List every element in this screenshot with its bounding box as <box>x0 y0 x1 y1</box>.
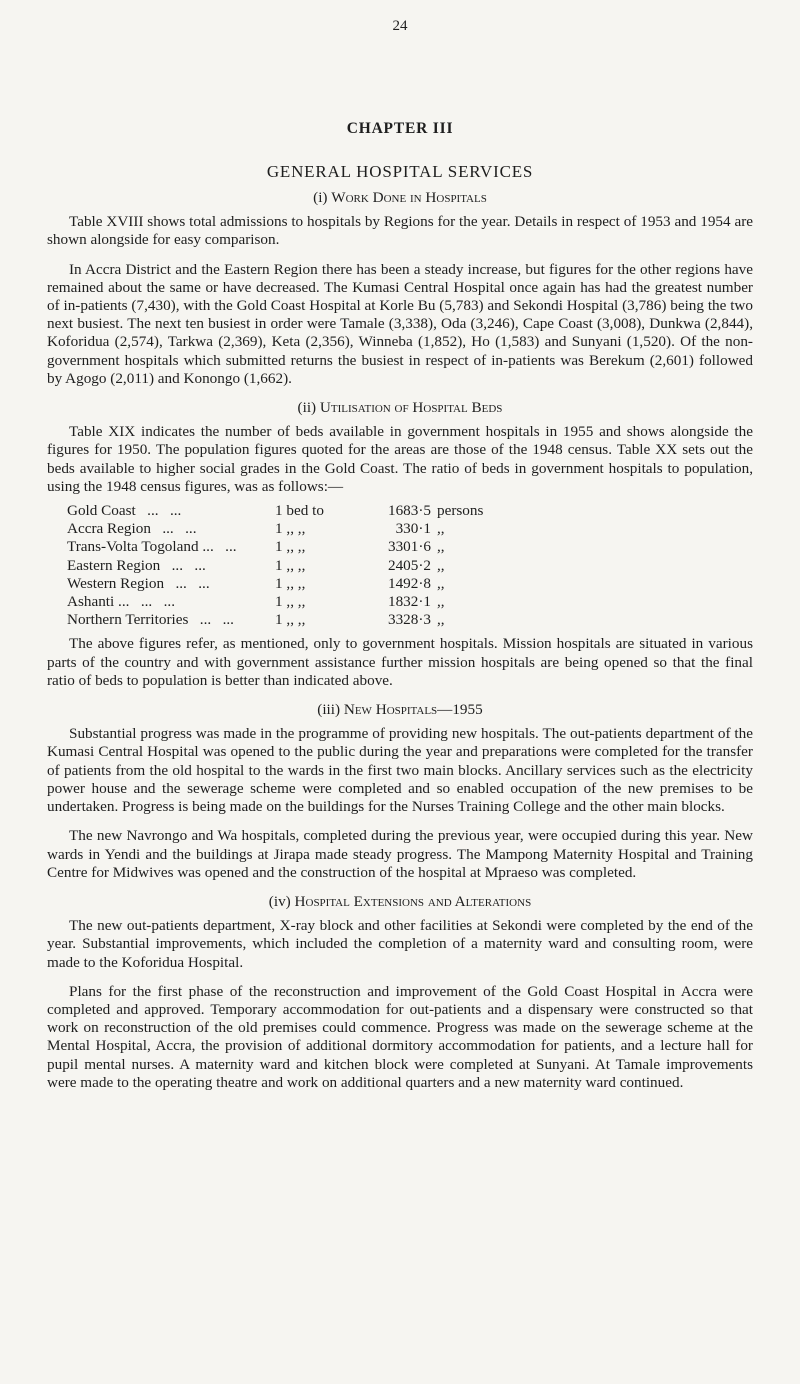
section-number: (iv) <box>268 892 291 910</box>
section-number: (i) <box>313 189 328 206</box>
section-heading-extensions <box>47 893 753 911</box>
ratio-value: 3301·6 <box>387 538 431 556</box>
table-row <box>47 593 483 611</box>
unit-label: ,, <box>437 556 445 574</box>
paragraph: Plans for the first phase of the reconstruction and improvement of the Gold Coast Hospital in Accra were completed and approved. Temporary accommodation for out-patients and a dispensary were constructed so that work on reconstruction of the old premises could commence. Progress was made on the sewerage scheme at the Mental Hospital, Accra, the provision of additional dormitory accommodation for patients, and a lecture hall for pupil mental nurses. A maternity ward and kitchen block were completed at Sunyani. At Tamale improvements were made to the operating theatre and work on additional quarters and a new maternity ward continued. <box>47 982 753 1091</box>
document-body <box>47 189 753 1092</box>
bed-label: 1 ,, ,, <box>275 556 306 574</box>
bed-label: 1 ,, ,, <box>275 520 306 538</box>
region-name: Northern Territories ... ... <box>67 611 234 629</box>
bed-label: 1 ,, ,, <box>275 574 306 592</box>
bed-ratio-table <box>47 502 483 629</box>
unit-label: ,, <box>437 538 445 556</box>
chapter-heading: CHAPTER III <box>346 120 454 137</box>
unit-label: ,, <box>437 593 445 611</box>
section-title: Utilisation of Hospital Beds <box>319 399 503 417</box>
region-name: Western Region ... ... <box>67 574 210 592</box>
section-title: New Hospitals—1955 <box>343 701 483 719</box>
paragraph: The above figures refer, as mentioned, only to government hospitals. Mission hospitals are situated in various parts of the country and with government assistance further mission hospitals are being opened so that the final ratio of beds to population is better than indicated above. <box>47 635 753 689</box>
table-row <box>47 502 483 520</box>
page-title: GENERAL HOSPITAL SERVICES <box>266 162 534 181</box>
ratio-value: 330·1 <box>395 520 431 538</box>
bed-label: 1 ,, ,, <box>275 593 306 611</box>
table-row <box>47 520 483 538</box>
unit-label: ,, <box>437 574 445 592</box>
unit-label: ,, <box>437 611 445 629</box>
ratio-value: 3328·3 <box>387 611 431 629</box>
table-row <box>47 557 483 575</box>
bed-label: 1 ,, ,, <box>275 538 306 556</box>
section-title: Hospital Extensions and Alterations <box>294 892 532 910</box>
unit-label: persons <box>437 502 484 520</box>
section-number: (iii) <box>317 701 341 719</box>
paragraph: Table XVIII shows total admissions to hospitals by Regions for the year. Details in respect of 1953 and 1954 are shown alongside for easy comparison. <box>47 213 753 249</box>
ratio-value: 1492·8 <box>387 574 431 592</box>
bed-label: 1 bed to <box>275 502 324 520</box>
paragraph: Substantial progress was made in the programme of providing new hospitals. The out-patients department of the Kumasi Central Hospital was opened to the public during the year and preparations were completed for the transfer of patients from the old hospital to the wards in the first two main blocks. Ancillary services such as the electricity power house and the sewerage scheme were completed and so enabled occupation of the new premises to be undertaken. Progress is being made on the buildings for the Nurses Training College and the other main blocks. <box>47 725 753 816</box>
region-name: Eastern Region ... ... <box>67 556 206 574</box>
section-heading-work-done <box>47 189 753 207</box>
page-number: 24 <box>392 18 408 34</box>
section-heading-bed-utilisation <box>47 399 753 417</box>
paragraph: The new Navrongo and Wa hospitals, completed during the previous year, were occupied during this year. New wards in Yendi and the buildings at Jirapa made steady progress. The Mampong Maternity Hospital and Training Centre for Midwives was opened and the construction of the hospital at Mpraeso was completed. <box>47 827 753 881</box>
paragraph: Table XIX indicates the number of beds available in government hospitals in 1955 and shows alongside the figures for 1950. The population figures quoted for the areas are those of the 1948 census. Table XX sets out the beds available to higher social grades in the Gold Coast. The ratio of beds in government hospitals to population, using the 1948 census figures, was as follows:— <box>47 423 753 495</box>
region-name: Accra Region ... ... <box>67 520 197 538</box>
unit-label: ,, <box>437 520 445 538</box>
ratio-value: 1832·1 <box>387 593 431 611</box>
section-number: (ii) <box>297 399 317 417</box>
paragraph: The new out-patients department, X-ray block and other facilities at Sekondi were completed by the end of the year. Substantial improvements, which included the completion of a maternity ward and consulting room, were made to the Koforidua Hospital. <box>47 917 753 971</box>
ratio-value: 2405·2 <box>387 556 431 574</box>
section-heading-new-hospitals <box>47 701 753 719</box>
paragraph: In Accra District and the Eastern Region there has been a steady increase, but figures for the other regions have remained about the same or have decreased. The Kumasi Central Hospital once again has had the greatest number of in-patients (7,430), with the Gold Coast Hospital at Korle Bu (5,783) and Sekondi Hospital (3,786) being the two next busiest. The next ten busiest in order were Tamale (3,338), Oda (3,246), Cape Coast (3,008), Dunkwa (2,844), Koforidua (2,574), Tarkwa (2,369), Keta (2,356), Winneba (1,852), Ho (1,583) and Sunyani (1,520). Of the non-government hospitals which submitted returns the busiest in respect of in-patients was Berekum (2,601) followed by Agogo (2,011) and Konongo (1,662). <box>47 260 753 387</box>
table-row <box>47 575 483 593</box>
section-title: Work Done in Hospitals <box>331 189 487 206</box>
table-row <box>47 538 483 556</box>
ratio-value: 1683·5 <box>387 502 431 520</box>
region-name: Ashanti ... ... ... <box>67 593 175 611</box>
region-name: Gold Coast ... ... <box>67 502 182 520</box>
table-row <box>47 611 483 629</box>
bed-label: 1 ,, ,, <box>275 611 306 629</box>
region-name: Trans-Volta Togoland ... ... <box>67 538 237 556</box>
